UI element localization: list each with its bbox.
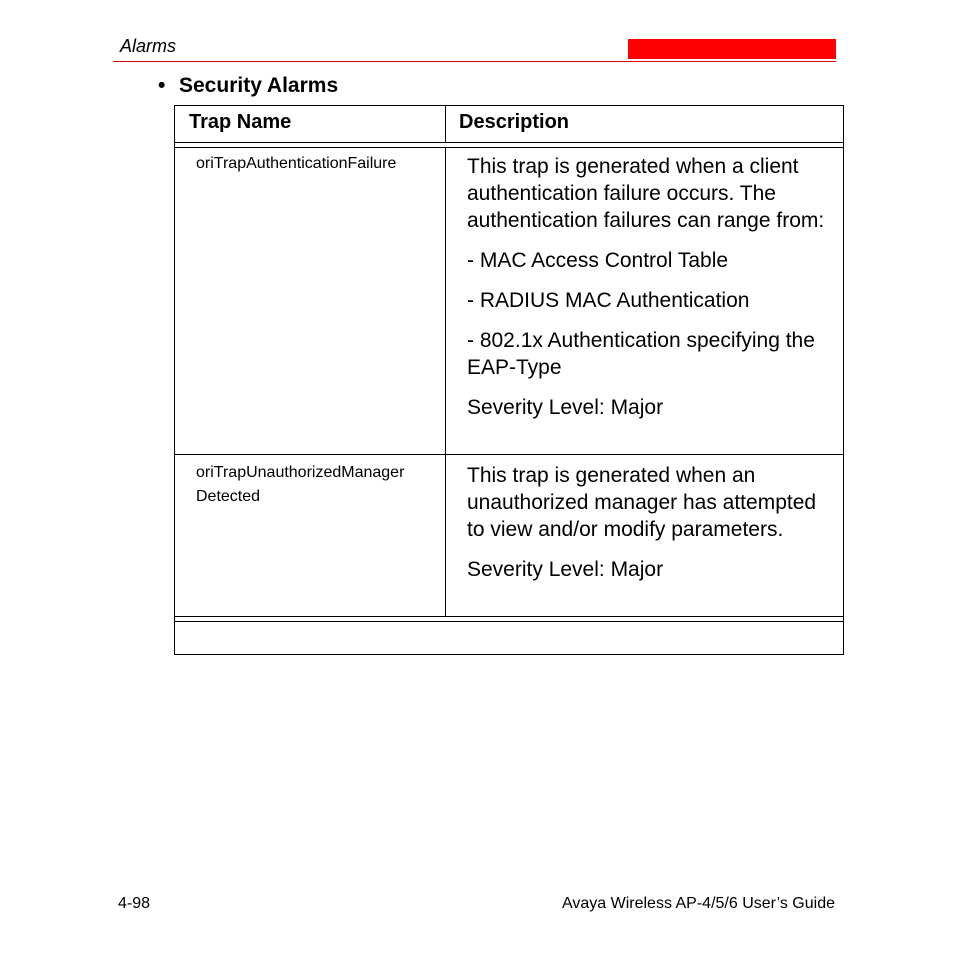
header-accent-bar (628, 39, 836, 59)
description-paragraph: - RADIUS MAC Authentication (467, 289, 750, 312)
description-paragraph: Severity Level: Major (467, 396, 664, 419)
row-divider (175, 454, 843, 455)
document-title: Avaya Wireless AP-4/5/6 User’s Guide (561, 895, 835, 912)
bullet: • (158, 74, 166, 97)
description-paragraph: - MAC Access Control Table (467, 249, 729, 272)
column-header-description: Description (459, 111, 570, 133)
trap-name-cell: oriTrapUnauthorizedManager Detected (196, 464, 405, 505)
description-cell (467, 153, 832, 434)
column-separator (445, 147, 446, 616)
description-cell (467, 462, 832, 596)
description-paragraph: This trap is generated when an unauthorized manager has attempted to view and/or modify parameters. (467, 464, 817, 541)
section-heading-text: Security Alarms (179, 74, 339, 97)
section-heading (158, 74, 338, 98)
description-paragraph: - 802.1x Authentication specifying the EAP-Type (467, 329, 815, 379)
header-title: Alarms (120, 36, 177, 56)
description-paragraph: Severity Level: Major (467, 558, 664, 581)
table-header-rule (175, 147, 843, 148)
trap-name-cell: oriTrapAuthenticationFailure (196, 155, 397, 172)
security-alarms-table (174, 105, 844, 655)
table-footer-rule (175, 621, 843, 622)
column-separator (445, 106, 446, 142)
column-header-trap-name: Trap Name (189, 111, 292, 133)
table-header-rule (175, 142, 843, 143)
header-rule (113, 61, 836, 62)
description-paragraph: This trap is generated when a client authentication failure occurs. The authentication failures can range from: (467, 155, 825, 232)
page-number: 4-98 (118, 895, 151, 912)
table-footer-rule (175, 616, 843, 617)
